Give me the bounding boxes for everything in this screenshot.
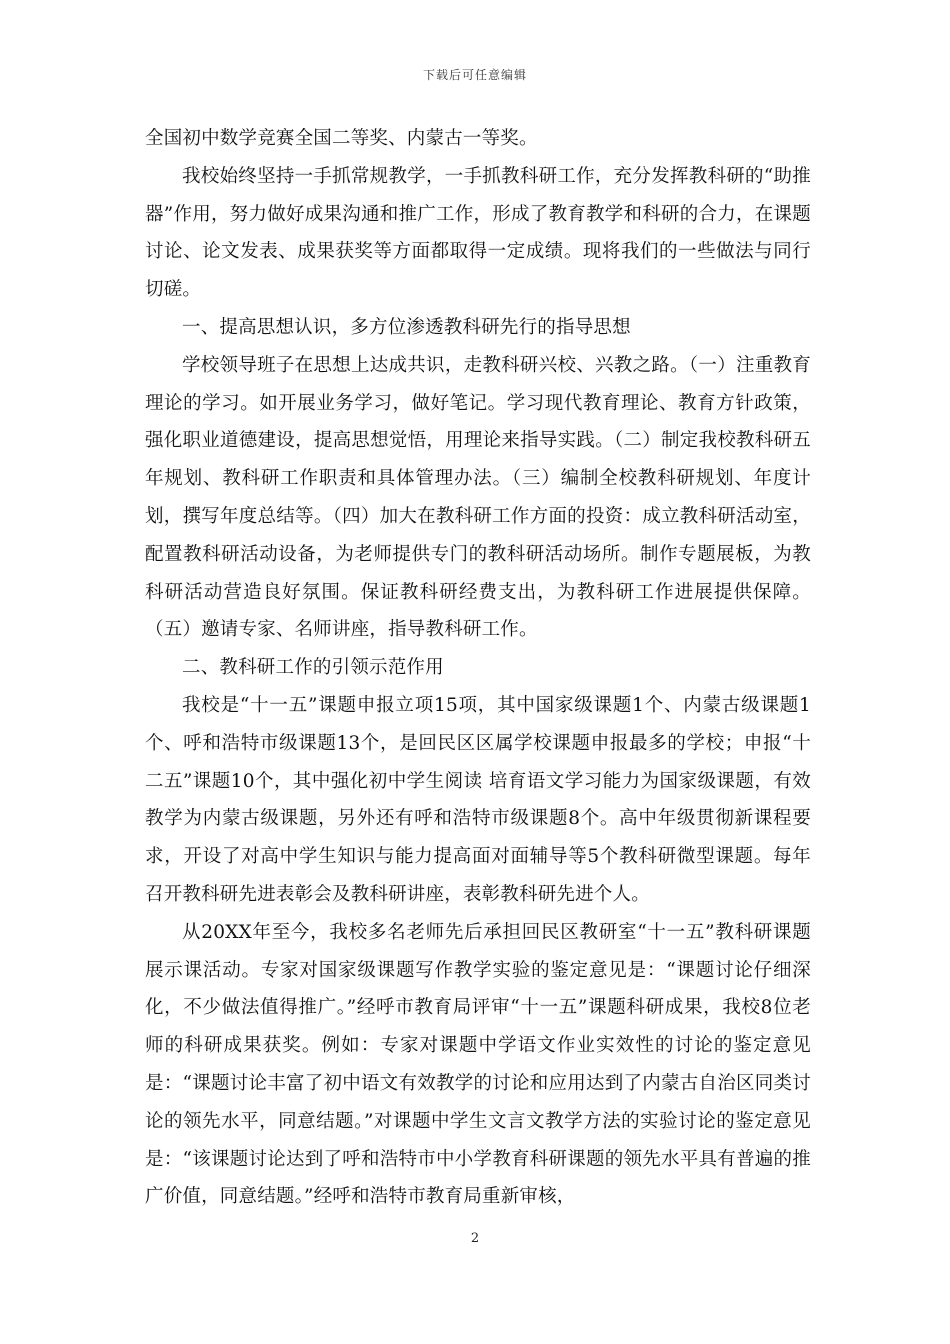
paragraph-section-2b: 从20XX年至今，我校多名老师先后承担回民区教研室“十一五”教科研课题展示课活动。专家对国家级课题写作教学实验的鉴定意见是：“课题讨论仔细深化，不少做法值得推广。”经呼市教育局评审“十一五”课题科研成果，我校8位老师的科研成果获奖。例如：专家对课题中学语文作业实效性的讨论的鉴定意见是：“课题讨论丰富了初中语文有效教学的讨论和应用达到了内蒙古自治区同类讨论的领先水平，同意结题。”对课题中学生文言文教学方法的实验讨论的鉴定意见是：“该课题讨论达到了呼和浩特市中小学教育科研课题的领先水平具有普遍的推广价值，同意结题。”经呼和浩特市教育局重新审核， <box>145 921 811 1208</box>
paragraph-section-1: 学校领导班子在思想上达成共识，走教科研兴校、兴教之路。（一）注重教育理论的学习。如开展业务学习，做好笔记。学习现代教育理论、教育方针政策，强化职业道德建设，提高思想觉悟，用理论来指导实践。（二）制定我校教科研五年规划、教科研工作职责和具体管理办法。（三）编制全校教科研规划、年度计划，撰写年度总结等。（四）加大在教科研工作方面的投资：成立教科研活动室，配置教科研活动设备，为老师提供专门的教科研活动场所。制作专题展板，为教科研活动营造良好氛围。保证教科研经费支出，为教科研工作进展提供保障。（五）邀请专家、名师讲座，指导教科研工作。 <box>145 354 811 641</box>
section-heading-2: 二、教科研工作的引领示范作用 <box>182 657 444 679</box>
paragraph-intro: 我校始终坚持一手抓常规教学，一手抓教科研工作，充分发挥教科研的“助推器”作用，努力做好成果沟通和推广工作，形成了教育教学和科研的合力，在课题讨论、论文发表、成果获奖等方面都取得一定成绩。现将我们的一些做法与同行切磋。 <box>145 165 811 301</box>
page-header: 下载后可任意编辑 <box>422 68 527 82</box>
section-heading-1: 一、提高思想认识，多方位渗透教科研先行的指导思想 <box>182 316 631 338</box>
page-number: 2 <box>470 1231 480 1246</box>
paragraph-section-2a: 我校是“十一五”课题申报立项15项，其中国家级课题1个、内蒙古级课题1个、呼和浩特市级课题13个，是回民区区属学校课题申报最多的学校；申报“十二五”课题10个，其中强化初中学生阅读 培育语文学习能力为国家级课题，有效教学为内蒙古级课题，另外还有呼和浩特市级课题8个。高中年级贯彻新课程要求，开设了对高中学生知识与能力提高面对面辅导等5个教科研微型课题。每年召开教科研先进表彰会及教科研讲座，表彰教科研先进个人。 <box>145 694 811 905</box>
paragraph-continuation: 全国初中数学竞赛全国二等奖、内蒙古一等奖。 <box>145 128 538 149</box>
document-body <box>145 120 811 1216</box>
